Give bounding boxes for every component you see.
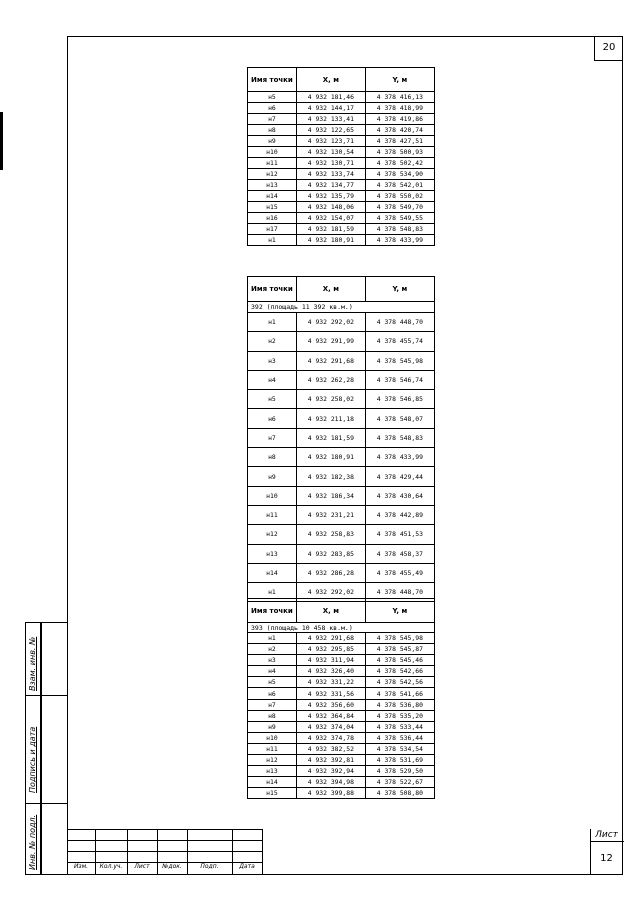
side-label-vzam: Взам. инв. № — [28, 636, 37, 691]
point-name-cell: н3 — [248, 655, 297, 666]
table-row — [248, 313, 435, 332]
x-coord-cell: 4 932 292,02 — [296, 583, 365, 602]
table-row — [248, 147, 435, 158]
x-coord-cell: 4 932 292,02 — [296, 313, 365, 332]
table-row — [248, 136, 435, 147]
x-coord-cell: 4 932 291,99 — [296, 332, 365, 351]
table-row — [248, 505, 435, 524]
x-coord-cell: 4 932 392,81 — [296, 755, 365, 766]
x-coord-cell: 4 932 392,94 — [296, 766, 365, 777]
area-label: 392 (площадь 11 392 кв.м.) — [248, 302, 435, 313]
stamp-header-list: Лист — [134, 863, 150, 870]
x-coord-cell: 4 932 331,56 — [296, 688, 365, 699]
point-name-cell: н10 — [248, 147, 297, 158]
table-row — [248, 486, 435, 505]
y-coord-cell: 4 378 548,83 — [365, 224, 434, 235]
side-stamp — [41, 622, 67, 875]
x-coord-cell: 4 932 122,65 — [296, 125, 365, 136]
point-name-cell: н9 — [248, 136, 297, 147]
y-coord-cell: 4 378 534,90 — [365, 169, 434, 180]
y-coord-cell: 4 378 545,46 — [365, 655, 434, 666]
point-name-cell: н15 — [248, 202, 297, 213]
x-coord-cell: 4 932 186,34 — [296, 486, 365, 505]
x-coord-cell: 4 932 382,52 — [296, 743, 365, 754]
y-coord-cell: 4 378 418,99 — [365, 103, 434, 114]
coord-table-3 — [247, 598, 435, 799]
point-name-cell: н10 — [248, 486, 297, 505]
side-divider — [26, 695, 42, 696]
col-header-x: X, м — [296, 277, 365, 302]
side-cell-vzam — [42, 623, 67, 696]
table-row — [248, 448, 435, 467]
sheet-number: 12 — [600, 853, 613, 864]
x-coord-cell: 4 932 135,79 — [296, 191, 365, 202]
col-header-y: Y, м — [365, 277, 434, 302]
point-name-cell: н14 — [248, 563, 297, 582]
table-row — [248, 235, 435, 246]
point-name-cell: н13 — [248, 180, 297, 191]
stamp-header-ndok: №док. — [162, 863, 182, 870]
table-row — [248, 169, 435, 180]
y-coord-cell: 4 378 548,83 — [365, 428, 434, 447]
point-name-cell: н13 — [248, 544, 297, 563]
y-coord-cell: 4 378 502,42 — [365, 158, 434, 169]
table-row — [248, 409, 435, 428]
y-coord-cell: 4 378 433,99 — [365, 235, 434, 246]
point-name-cell: н17 — [248, 224, 297, 235]
y-coord-cell: 4 378 500,93 — [365, 147, 434, 158]
coord-table-1 — [247, 67, 435, 246]
side-label-inv: Инв. № подл. — [28, 814, 37, 870]
y-coord-cell: 4 378 531,69 — [365, 755, 434, 766]
stamp-header-izm: Изм. — [73, 863, 89, 870]
col-header-name: Имя точки — [248, 599, 297, 623]
y-coord-cell: 4 378 427,51 — [365, 136, 434, 147]
point-name-cell: н1 — [248, 583, 297, 602]
col-header-x: X, м — [296, 599, 365, 623]
point-name-cell: н15 — [248, 788, 297, 799]
table-row — [248, 633, 435, 644]
y-coord-cell: 4 378 448,70 — [365, 313, 434, 332]
point-name-cell: н5 — [248, 92, 297, 103]
x-coord-cell: 4 932 133,41 — [296, 114, 365, 125]
x-coord-cell: 4 932 182,38 — [296, 467, 365, 486]
side-divider — [26, 803, 42, 804]
y-coord-cell: 4 378 429,44 — [365, 467, 434, 486]
x-coord-cell: 4 932 154,07 — [296, 213, 365, 224]
table-row — [248, 563, 435, 582]
stamp-header-podp: Подп. — [200, 863, 219, 870]
point-name-cell: н9 — [248, 721, 297, 732]
table-row — [248, 351, 435, 370]
point-name-cell: н1 — [248, 633, 297, 644]
x-coord-cell: 4 932 283,85 — [296, 544, 365, 563]
y-coord-cell: 4 378 522,67 — [365, 777, 434, 788]
point-name-cell: н7 — [248, 428, 297, 447]
y-coord-cell: 4 378 451,53 — [365, 525, 434, 544]
x-coord-cell: 4 932 211,18 — [296, 409, 365, 428]
x-coord-cell: 4 932 180,91 — [296, 235, 365, 246]
table-row — [248, 644, 435, 655]
table-row — [248, 544, 435, 563]
y-coord-cell: 4 378 545,98 — [365, 633, 434, 644]
y-coord-cell: 4 378 548,07 — [365, 409, 434, 428]
x-coord-cell: 4 932 311,94 — [296, 655, 365, 666]
x-coord-cell: 4 932 148,06 — [296, 202, 365, 213]
point-name-cell: н16 — [248, 213, 297, 224]
col-header-name: Имя точки — [248, 68, 297, 92]
x-coord-cell: 4 932 295,85 — [296, 644, 365, 655]
table-row — [248, 224, 435, 235]
table-row — [248, 390, 435, 409]
point-name-cell: н5 — [248, 390, 297, 409]
table-row — [248, 125, 435, 136]
x-coord-cell: 4 932 331,22 — [296, 677, 365, 688]
y-coord-cell: 4 378 545,87 — [365, 644, 434, 655]
point-name-cell: н1 — [248, 235, 297, 246]
point-name-cell: н6 — [248, 409, 297, 428]
y-coord-cell: 4 378 455,74 — [365, 332, 434, 351]
table-row — [248, 114, 435, 125]
x-coord-cell: 4 932 262,28 — [296, 370, 365, 389]
x-coord-cell: 4 932 144,17 — [296, 103, 365, 114]
x-coord-cell: 4 932 181,59 — [296, 428, 365, 447]
y-coord-cell: 4 378 433,99 — [365, 448, 434, 467]
point-name-cell: н6 — [248, 688, 297, 699]
y-coord-cell: 4 378 536,44 — [365, 732, 434, 743]
scan-mark — [0, 112, 3, 170]
point-name-cell: н12 — [248, 755, 297, 766]
table-row — [248, 732, 435, 743]
table-row — [248, 677, 435, 688]
x-coord-cell: 4 932 374,78 — [296, 732, 365, 743]
y-coord-cell: 4 378 416,13 — [365, 92, 434, 103]
x-coord-cell: 4 932 130,54 — [296, 147, 365, 158]
stamp-line — [262, 829, 263, 875]
x-coord-cell: 4 932 394,98 — [296, 777, 365, 788]
side-label-podpis: Подпись и дата — [28, 726, 37, 793]
point-name-cell: н12 — [248, 169, 297, 180]
y-coord-cell: 4 378 455,49 — [365, 563, 434, 582]
side-label-column — [25, 622, 41, 875]
col-header-x: X, м — [296, 68, 365, 92]
x-coord-cell: 4 932 181,59 — [296, 224, 365, 235]
table-row — [248, 92, 435, 103]
table-row — [248, 766, 435, 777]
table-row — [248, 332, 435, 351]
x-coord-cell: 4 932 356,60 — [296, 699, 365, 710]
table-row — [248, 710, 435, 721]
point-name-cell: н8 — [248, 448, 297, 467]
point-name-cell: н13 — [248, 766, 297, 777]
table-row — [248, 202, 435, 213]
y-coord-cell: 4 378 430,64 — [365, 486, 434, 505]
x-coord-cell: 4 932 231,21 — [296, 505, 365, 524]
point-name-cell: н11 — [248, 505, 297, 524]
y-coord-cell: 4 378 536,80 — [365, 699, 434, 710]
table-row — [248, 755, 435, 766]
sheet-label: Лист — [595, 830, 618, 840]
table-row — [248, 699, 435, 710]
page-number-top: 20 — [594, 36, 623, 61]
y-coord-cell: 4 378 549,70 — [365, 202, 434, 213]
y-coord-cell: 4 378 533,44 — [365, 721, 434, 732]
table-row — [248, 788, 435, 799]
point-name-cell: н6 — [248, 103, 297, 114]
table-row — [248, 191, 435, 202]
x-coord-cell: 4 932 286,28 — [296, 563, 365, 582]
point-name-cell: н11 — [248, 743, 297, 754]
point-name-cell: н7 — [248, 699, 297, 710]
point-name-cell: н2 — [248, 332, 297, 351]
point-name-cell: н7 — [248, 114, 297, 125]
point-name-cell: н1 — [248, 313, 297, 332]
y-coord-cell: 4 378 546,74 — [365, 370, 434, 389]
y-coord-cell: 4 378 508,80 — [365, 788, 434, 799]
sheet-box — [590, 829, 623, 875]
y-coord-cell: 4 378 550,02 — [365, 191, 434, 202]
point-name-cell: н4 — [248, 666, 297, 677]
point-name-cell: н10 — [248, 732, 297, 743]
y-coord-cell: 4 378 546,85 — [365, 390, 434, 409]
y-coord-cell: 4 378 542,01 — [365, 180, 434, 191]
title-block — [67, 829, 623, 875]
table-row — [248, 666, 435, 677]
x-coord-cell: 4 932 399,88 — [296, 788, 365, 799]
y-coord-cell: 4 378 545,98 — [365, 351, 434, 370]
table-row — [248, 688, 435, 699]
table-row — [248, 180, 435, 191]
x-coord-cell: 4 932 291,68 — [296, 633, 365, 644]
x-coord-cell: 4 932 134,77 — [296, 180, 365, 191]
x-coord-cell: 4 932 181,46 — [296, 92, 365, 103]
point-name-cell: н12 — [248, 525, 297, 544]
point-name-cell: н4 — [248, 370, 297, 389]
x-coord-cell: 4 932 326,40 — [296, 666, 365, 677]
x-coord-cell: 4 932 374,04 — [296, 721, 365, 732]
y-coord-cell: 4 378 420,74 — [365, 125, 434, 136]
y-coord-cell: 4 378 419,86 — [365, 114, 434, 125]
x-coord-cell: 4 932 364,84 — [296, 710, 365, 721]
point-name-cell: н2 — [248, 644, 297, 655]
point-name-cell: н3 — [248, 351, 297, 370]
y-coord-cell: 4 378 549,55 — [365, 213, 434, 224]
y-coord-cell: 4 378 541,66 — [365, 688, 434, 699]
table-row — [248, 467, 435, 486]
table-row — [248, 103, 435, 114]
sheet-divider — [591, 841, 624, 842]
table-row — [248, 777, 435, 788]
table-row — [248, 743, 435, 754]
col-header-y: Y, м — [365, 599, 434, 623]
point-name-cell: н11 — [248, 158, 297, 169]
point-name-cell: н5 — [248, 677, 297, 688]
x-coord-cell: 4 932 258,02 — [296, 390, 365, 409]
point-name-cell: н14 — [248, 777, 297, 788]
y-coord-cell: 4 378 542,66 — [365, 666, 434, 677]
point-name-cell: н8 — [248, 710, 297, 721]
table-row — [248, 721, 435, 732]
area-label: 393 (площадь 10 458 кв.м.) — [248, 623, 435, 633]
y-coord-cell: 4 378 529,50 — [365, 766, 434, 777]
y-coord-cell: 4 378 542,56 — [365, 677, 434, 688]
y-coord-cell: 4 378 458,37 — [365, 544, 434, 563]
y-coord-cell: 4 378 534,54 — [365, 743, 434, 754]
x-coord-cell: 4 932 133,74 — [296, 169, 365, 180]
x-coord-cell: 4 932 291,68 — [296, 351, 365, 370]
col-header-name: Имя точки — [248, 277, 297, 302]
table-row — [248, 158, 435, 169]
y-coord-cell: 4 378 448,70 — [365, 583, 434, 602]
y-coord-cell: 4 378 535,20 — [365, 710, 434, 721]
point-name-cell: н14 — [248, 191, 297, 202]
coord-table-2 — [247, 276, 435, 602]
table-row — [248, 525, 435, 544]
point-name-cell: н9 — [248, 467, 297, 486]
y-coord-cell: 4 378 442,89 — [365, 505, 434, 524]
point-name-cell: н8 — [248, 125, 297, 136]
x-coord-cell: 4 932 258,83 — [296, 525, 365, 544]
table-row — [248, 655, 435, 666]
stamp-header-koluch: Кол.уч. — [99, 863, 123, 870]
x-coord-cell: 4 932 123,71 — [296, 136, 365, 147]
table-row — [248, 370, 435, 389]
x-coord-cell: 4 932 130,71 — [296, 158, 365, 169]
x-coord-cell: 4 932 180,91 — [296, 448, 365, 467]
stamp-header-data: Дата — [239, 863, 255, 870]
col-header-y: Y, м — [365, 68, 434, 92]
side-cell-podpis — [42, 696, 67, 804]
table-row — [248, 428, 435, 447]
table-row — [248, 213, 435, 224]
